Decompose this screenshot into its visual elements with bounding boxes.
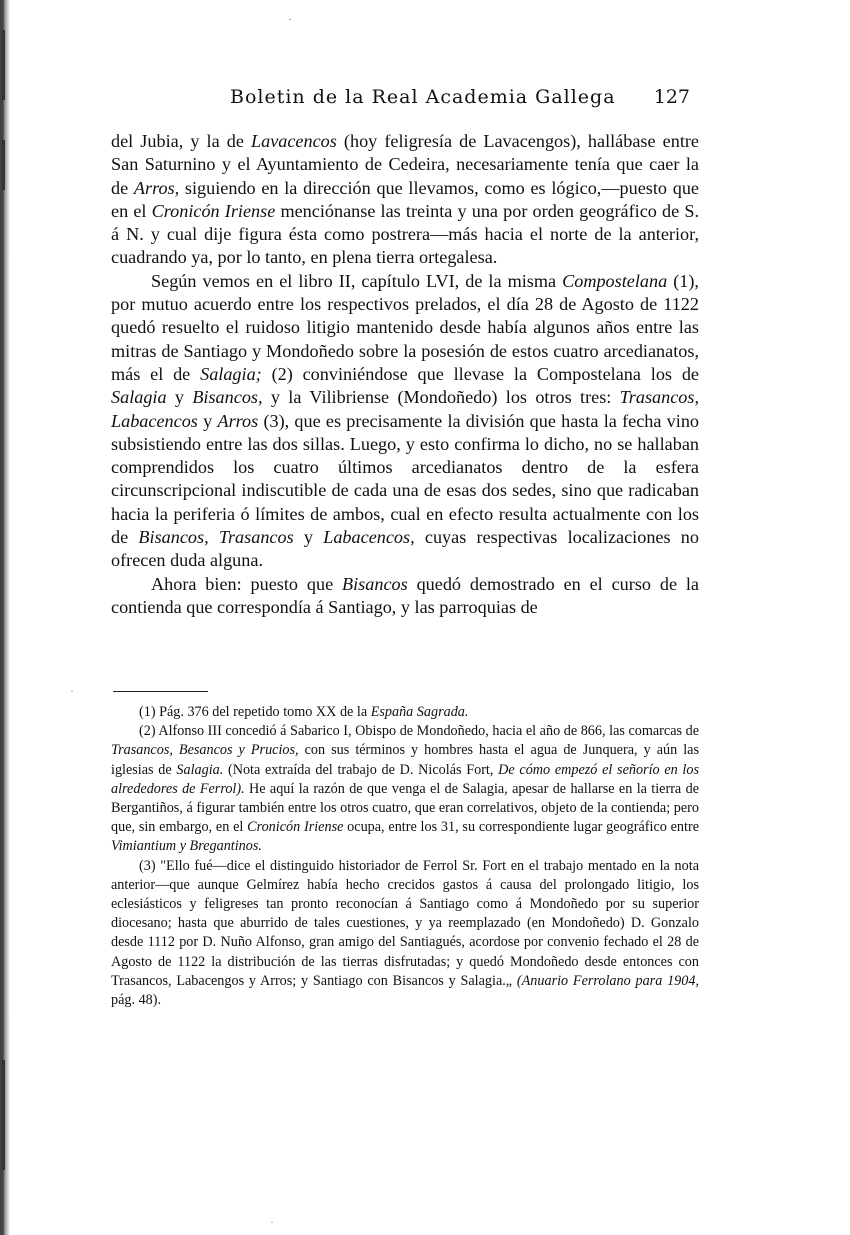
running-header	[230, 86, 690, 116]
paragraph: Ahora bien: puesto que Bisancos quedó demostrado en el curso de la contienda que correspondía á Santiago, y las parroquias de	[111, 573, 700, 617]
page-number: 127	[653, 86, 690, 108]
journal-title: Boletin de la Real Academia Gallega	[230, 86, 616, 108]
page-speck: ·	[270, 1215, 274, 1229]
footnote: (2) Alfonso III concedió á Sabarico I, Obispo de Mondoñedo, hacia el año de 866, las comarcas de Trasancos, Besancos y Prucios, con sus términos y hombres hasta el agua de Junquera, y aún las iglesias de Salagia. (Nota extraída del trabajo de D. Nicolás Fort, De cómo empezó el señorío en los alrededores de Ferrol). He aquí la razón de que venga el de Salagia, apesar de hallarse en la tierra de Bergantiños, á figurar también entre los otros cuatro, que eran correlativos, objeto de la contienda; pero que, sin embargo, en el Cronicón Iriense ocupa, entre los 31, su correspondiente lugar geográfico entre Vimiantium y Bregantinos.	[111, 723, 699, 855]
body-text	[111, 130, 699, 619]
page-speck: ·	[70, 684, 74, 698]
spine-mark	[2, 140, 5, 190]
spine-mark	[2, 30, 5, 100]
footnote: (3) "Ello fué—dice el distinguido historiador de Ferrol Sr. Fort en el trabajo mentado en la nota anterior—que aunque Gelmírez había hecho crecidos gastos á causa del prolongado litigio, los eclesiásticos y feligreses tan pronto reconocían á Santiago como á Mondoñedo por su superior diocesano; hasta que aburrido de tales cuestiones, y ya reemplazado (en Mondoñedo) D. Gonzalo desde 1112 por D. Nuño Alfonso, gran amigo del Santiagués, acordose por convenio fechado el 28 de Agosto de 1122 la distribución de las tierras disfrutadas; y quedó Mondoñedo desde entonces con Trasancos, Labacengos y Arros; y Santiago con Bisancos y Salagia.„ (Anuario Ferrolano para 1904, pág. 48).	[111, 857, 699, 1009]
footnotes	[111, 703, 699, 1010]
spine-mark	[2, 1060, 5, 1170]
footnote: (1) Pág. 376 del repetido tomo XX de la España Sagrada.	[139, 704, 469, 720]
paragraph: del Jubia, y la de Lavacencos (hoy feligresía de Lavacengos), hallábase entre San Saturnino y el Ayuntamiento de Cedeira, necesariamente tenía que caer la de Arros, siguiendo en la dirección que llevamos, como es lógico,—puesto que en el Cronicón Iriense menciónanse las treinta y una por orden geográfico de S. á N. y cual dije figura ésta como postrera—más hacia el norte de la anterior, cuadrando ya, por lo tanto, en plena tierra ortegalesa.	[111, 131, 699, 268]
paragraph: Según vemos en el libro II, capítulo LVI, de la misma Compostelana (1), por mutuo acuerdo entre los respectivos prelados, el día 28 de Agosto de 1122 quedó resuelto el ruidoso litigio mantenido desde había algunos años entre las mitras de Santiago y Mondoñedo sobre la posesión de estos cuatro arcedianatos, más el de Salagia; (2) conviniéndose que llevase la Compostelana los de Salagia y Bisancos, y la Vilibriense (Mondoñedo) los otros tres: Trasancos, Labacencos y Arros (3), que es precisamente la división que hasta la fecha vino subsistiendo entre las dos sillas. Luego, y esto confirma lo dicho, no se hallaban comprendidos los cuatro últimos arcedianatos dentro de la esfera circunscripcional indiscutible de cada una de esas dos sedes, sino que radicaban hacia la periferia ó límites de ambos, cual en efecto resulta actualmente con los de Bisancos, Trasancos y Labacencos, cuyas respectivas localizaciones no ofrecen duda alguna.	[111, 270, 700, 571]
footnote-rule	[113, 691, 208, 692]
page-speck: ·	[288, 12, 292, 26]
book-spine-shadow	[0, 0, 14, 1235]
